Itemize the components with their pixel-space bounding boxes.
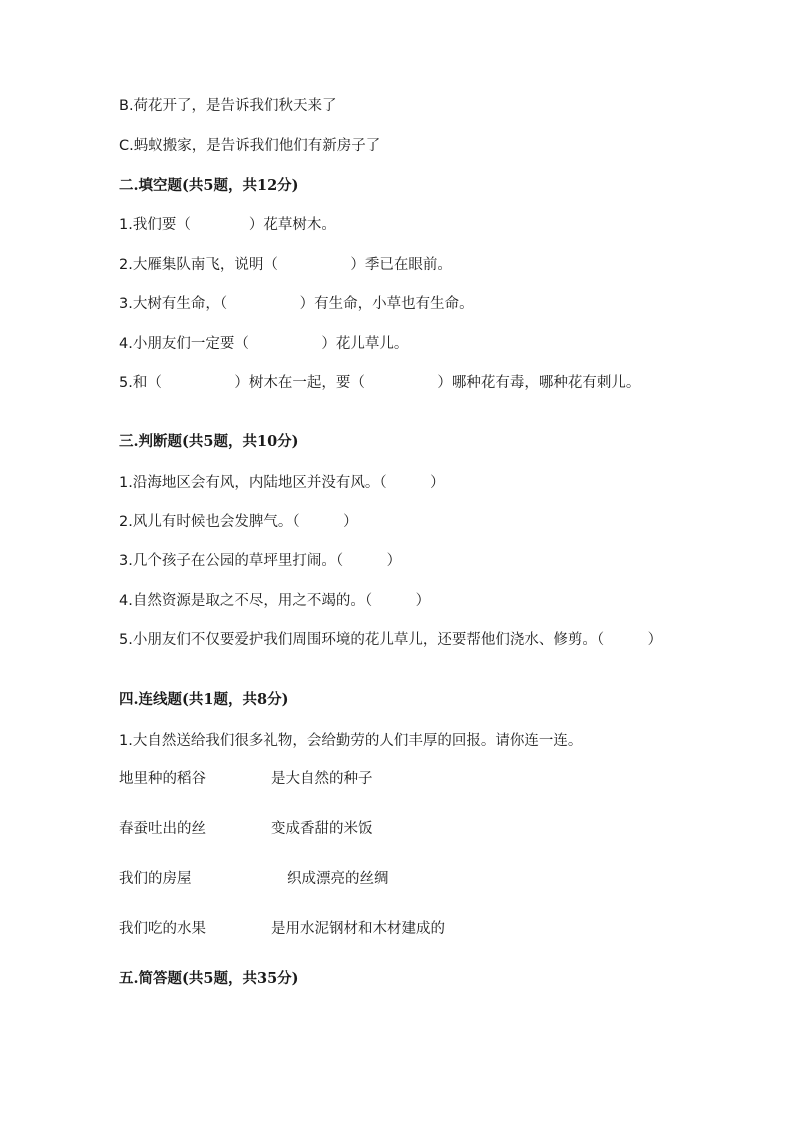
matching-right-3: 织成漂亮的丝绸: [287, 871, 389, 887]
option-b: B.荷花开了，是告诉我们秋天来了: [119, 98, 337, 114]
fill-blank-q4: 4.小朋友们一定要（ ）花儿草儿。: [119, 336, 409, 352]
true-false-q1: 1.沿海地区会有风，内陆地区并没有风。（ ）: [119, 475, 445, 491]
matching-right-4: 是用水泥钢材和木材建成的: [271, 921, 445, 937]
fill-blank-q2: 2.大雁集队南飞，说明（ ）季已在眼前。: [119, 257, 452, 273]
matching-right-2: 变成香甜的米饭: [271, 821, 373, 837]
matching-right-1: 是大自然的种子: [271, 771, 373, 787]
section-heading-true-false: 三.判断题(共5题，共10分): [119, 433, 299, 450]
true-false-q3: 3.几个孩子在公园的草坪里打闹。（ ）: [119, 553, 402, 569]
section-heading-fill-blank: 二.填空题(共5题，共12分): [119, 177, 299, 194]
fill-blank-q5: 5.和（ ）树木在一起，要（ ）哪种花有毒，哪种花有刺儿。: [119, 375, 641, 391]
matching-q1: 1.大自然送给我们很多礼物，会给勤劳的人们丰厚的回报。请你连一连。: [119, 733, 583, 749]
true-false-q2: 2.风儿有时候也会发脾气。（ ）: [119, 514, 358, 530]
matching-left-4: 我们吃的水果: [119, 921, 206, 937]
matching-left-3: 我们的房屋: [119, 871, 192, 887]
fill-blank-q1: 1.我们要（ ）花草树木。: [119, 217, 336, 233]
true-false-q4: 4.自然资源是取之不尽，用之不竭的。（ ）: [119, 593, 431, 609]
section-heading-matching: 四.连线题(共1题，共8分): [119, 691, 289, 708]
section-heading-short-answer: 五.简答题(共5题，共35分): [119, 970, 299, 987]
matching-left-1: 地里种的稻谷: [119, 771, 206, 787]
option-c: C.蚂蚁搬家，是告诉我们他们有新房子了: [119, 138, 381, 154]
fill-blank-q3: 3.大树有生命，（ ）有生命，小草也有生命。: [119, 296, 474, 312]
matching-left-2: 春蚕吐出的丝: [119, 821, 206, 837]
true-false-q5: 5.小朋友们不仅要爱护我们周围环境的花儿草儿，还要帮他们浇水、修剪。（ ）: [119, 632, 663, 648]
